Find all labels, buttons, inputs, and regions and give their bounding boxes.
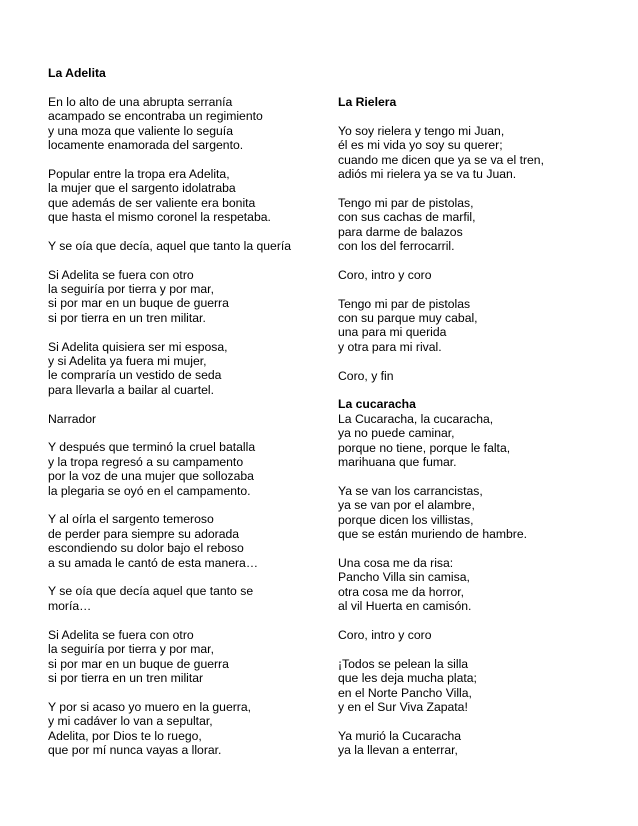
lyric-line: Yo soy rielera y tengo mi Juan, (338, 123, 505, 138)
stanza-gap (338, 354, 633, 368)
lyric-line: que se están muriendo de hambre. (338, 527, 528, 542)
lyric-line: para llevarla a bailar al cuartel. (48, 382, 214, 397)
lyric-line: ya no puede caminar, (338, 426, 455, 441)
lyric-line: Y después que terminó la cruel batalla (48, 440, 256, 455)
stanza-gap (338, 282, 633, 296)
stanza (338, 268, 633, 282)
stanza-gap (48, 685, 333, 699)
left-column (48, 66, 333, 757)
lyric-line: si por mar en un buque de guerra (48, 656, 229, 671)
lyric-line: la seguiría por tierra y por mar, (48, 282, 214, 297)
right-column (338, 95, 633, 758)
lyric-line: La Cucaracha, la cucaracha, (338, 411, 494, 426)
stanza (338, 397, 633, 469)
lyric-line: le compraría un vestido de seda (48, 368, 222, 383)
stanza-gap (338, 181, 633, 195)
lyric-line: que además de ser valiente era bonita (48, 195, 256, 210)
lyric-line: Y se oía que decía, aquel que tanto la quería (48, 238, 292, 253)
lyric-line: Y al oírla el sargento temeroso (48, 512, 214, 527)
lyric-line: Y por si acaso yo muero en la guerra, (48, 699, 252, 714)
lyric-line: que hasta el mismo coronel la respetaba. (48, 210, 271, 225)
stanza-gap (48, 80, 333, 94)
lyric-line: si por tierra en un tren militar (48, 670, 204, 685)
lyric-line: ¡Todos se pelean la silla (338, 656, 469, 671)
lyric-line: y una moza que valiente lo seguía (48, 123, 233, 138)
lyric-line: Adelita, por Dios te lo ruego, (48, 728, 202, 743)
lyric-line: Tengo mi par de pistolas (338, 296, 471, 311)
stanza (48, 512, 333, 570)
lyric-line: Ya murió la Cucaracha (338, 728, 462, 743)
stanza-gap (48, 152, 333, 166)
lyric-line: que por mí nunca vayas a llorar. (48, 742, 222, 757)
lyric-line: ya la llevan a enterrar, (338, 743, 458, 758)
lyric-line: ya se van por el alambre, (338, 498, 475, 513)
lyric-line: con los del ferrocarril. (338, 239, 455, 254)
lyric-line: porque dicen los villistas, (338, 512, 474, 527)
stanza (338, 369, 633, 383)
stanza (338, 628, 633, 642)
stanza (48, 584, 333, 613)
lyric-line: que les deja mucha plata; (338, 671, 477, 686)
lyric-line: con sus cachas de marfil, (338, 210, 476, 225)
stanza-gap (48, 224, 333, 238)
stanza (48, 700, 333, 758)
lyric-line: escondiendo su dolor bajo el reboso (48, 541, 244, 556)
lyric-line: si por mar en un buque de guerra (48, 296, 229, 311)
lyric-line: Popular entre la tropa era Adelita, (48, 166, 230, 181)
lyric-line: cuando me dicen que ya se va el tren, (338, 152, 544, 167)
lyric-line: locamente enamorada del sargento. (48, 138, 244, 153)
lyric-line: y si Adelita ya fuera mi mujer, (48, 354, 207, 369)
lyric-line: y otra para mi rival. (338, 339, 442, 354)
stanza (338, 657, 633, 715)
lyric-line: a su amada le cantó de esta manera… (48, 555, 259, 570)
stanza-gap (338, 541, 633, 555)
lyric-line: Y se oía que decía aquel que tanto se (48, 584, 254, 599)
stanza-gap (338, 109, 633, 123)
lyric-line: una para mi querida (338, 325, 447, 340)
lyric-line: y la tropa regresó a su campamento (48, 454, 244, 469)
song-title (48, 66, 333, 80)
stanza (338, 484, 633, 542)
lyric-line: acampado se encontraba un regimiento (48, 109, 263, 124)
lyric-line: Coro, y fin (338, 368, 394, 383)
lyric-line: si por tierra en un tren militar. (48, 310, 206, 325)
lyric-line: y en el Sur Viva Zapata! (338, 699, 468, 714)
lyric-line: Pancho Villa sin camisa, (338, 570, 470, 585)
lyric-line: En lo alto de una abrupta serranía (48, 94, 233, 109)
stanza (48, 412, 333, 426)
stanza-gap (338, 253, 633, 267)
lyric-line: Tengo mi par de pistolas, (338, 195, 474, 210)
stanza-gap (48, 570, 333, 584)
stanza (338, 124, 633, 182)
stanza (48, 239, 333, 253)
lyric-line: la seguiría por tierra y por mar, (48, 642, 214, 657)
stanza (338, 196, 633, 254)
stanza (48, 95, 333, 153)
lyric-line: para darme de balazos (338, 224, 463, 239)
lyric-line: Si Adelita quisiera ser mi esposa, (48, 339, 228, 354)
stanza-gap (338, 383, 633, 397)
stanza-gap (338, 614, 633, 628)
song-title-text: La Rielera (338, 95, 397, 109)
stanza (48, 167, 333, 225)
stanza (338, 729, 633, 758)
lyric-line: Coro, intro y coro (338, 627, 432, 642)
lyric-line: Si Adelita se fuera con otro (48, 627, 194, 642)
lyric-line: la plegaria se oyó en el campamento. (48, 483, 251, 498)
stanza-gap (338, 714, 633, 728)
lyric-line: al vil Huerta en camisón. (338, 599, 472, 614)
lyric-line: por la voz de una mujer que sollozaba (48, 469, 254, 484)
lyric-line: moría… (48, 598, 92, 613)
lyric-line: la mujer que el sargento idolatraba (48, 181, 236, 196)
lyric-line: con su parque muy cabal, (338, 311, 478, 326)
stanza-gap (48, 426, 333, 440)
song-title-text: La Adelita (48, 66, 106, 80)
stanza (48, 340, 333, 398)
lyric-line: Si Adelita se fuera con otro (48, 267, 194, 282)
lyric-line: marihuana que fumar. (338, 455, 457, 470)
lyric-line: él es mi vida yo soy su querer; (338, 138, 503, 153)
stanza (48, 628, 333, 686)
stanza-gap (338, 642, 633, 656)
lyric-line: Coro, intro y coro (338, 267, 432, 282)
lyric-line: Una cosa me da risa: (338, 555, 454, 570)
song-title (338, 95, 633, 109)
lyric-line: adiós mi rielera ya se va tu Juan. (338, 167, 517, 182)
lyric-line: Ya se van los carrancistas, (338, 483, 483, 498)
lyric-line: de perder para siempre su adorada (48, 526, 240, 541)
lyric-line: porque no tiene, porque le falta, (338, 440, 511, 455)
lyric-line: Narrador (48, 411, 97, 426)
lyric-line: y mi cadáver lo van a sepultar, (48, 714, 213, 729)
stanza-gap (48, 325, 333, 339)
stanza-gap (338, 469, 633, 483)
stanza (48, 268, 333, 326)
stanza (48, 440, 333, 498)
stanza (338, 556, 633, 614)
stanza-gap (48, 613, 333, 627)
stanza-gap (48, 498, 333, 512)
lyric-line: otra cosa me da horror, (338, 584, 464, 599)
stanza (338, 297, 633, 355)
stanza-gap (48, 253, 333, 267)
song-title: La cucaracha (338, 397, 416, 412)
lyric-line: en el Norte Pancho Villa, (338, 685, 472, 700)
stanza-gap (48, 397, 333, 411)
